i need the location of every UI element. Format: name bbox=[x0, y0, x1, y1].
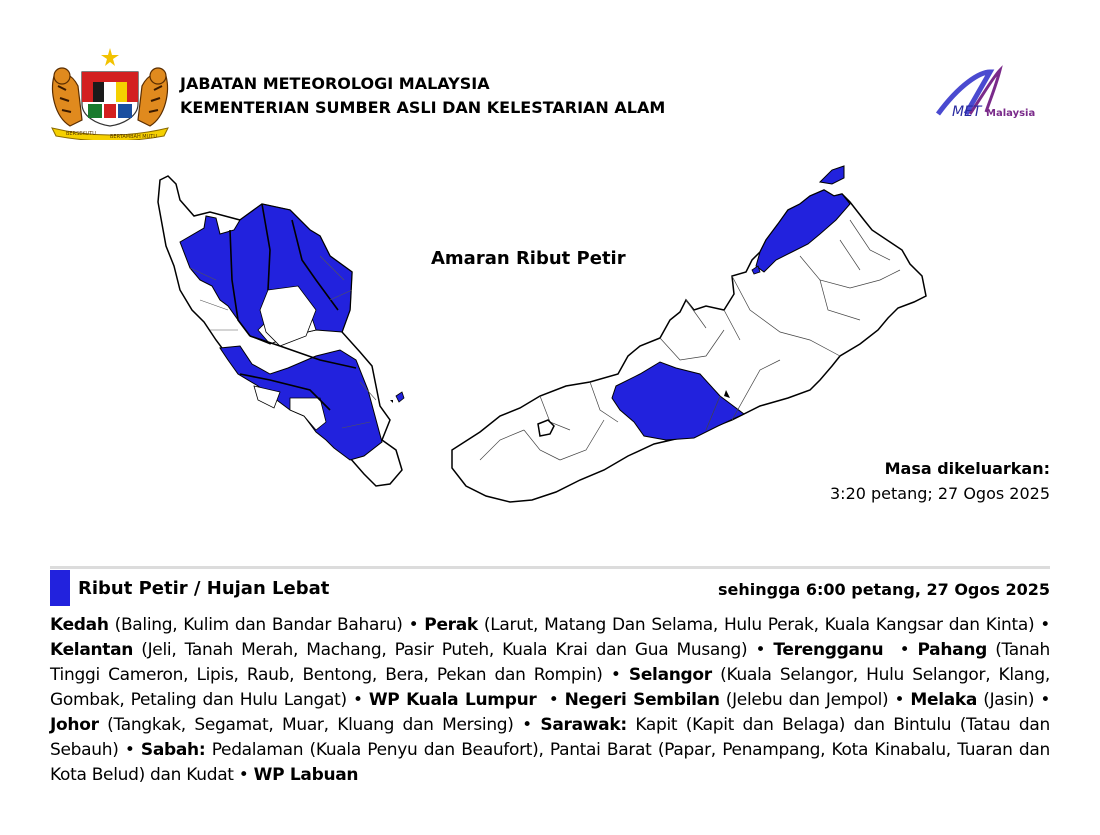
area-districts: (Tanah Tinggi Cameron, Lipis, Raub, Bentong, Bera, Pekan dan Rompin) bbox=[50, 640, 1050, 685]
bullet: • bbox=[610, 665, 621, 685]
area-state: Kelantan bbox=[50, 640, 134, 660]
bullet: • bbox=[522, 715, 532, 735]
bullet: • bbox=[894, 690, 905, 710]
map-title: Amaran Ribut Petir bbox=[431, 248, 626, 269]
area-state: Perak bbox=[424, 615, 478, 635]
metmalaysia-logo bbox=[930, 64, 1054, 124]
area-districts: Kapit (Kapit dan Belaga) dan Bintulu (Tatau dan Sebauh) bbox=[50, 715, 1050, 760]
bullet: • bbox=[408, 615, 419, 635]
bullet: • bbox=[1040, 615, 1050, 635]
area-state: WP Labuan bbox=[253, 765, 359, 785]
area-state: Johor bbox=[50, 715, 99, 735]
bullet: • bbox=[238, 765, 249, 785]
thunderstorm-warning-map bbox=[120, 160, 950, 520]
agency-name: JABATAN METEOROLOGI MALAYSIA bbox=[180, 74, 490, 93]
area-state: Negeri Sembilan bbox=[564, 690, 720, 710]
bullet: • bbox=[1040, 690, 1051, 710]
area-districts: (Jelebu dan Jempol) bbox=[725, 690, 889, 710]
svg-text:BERTAMBAH MUTU: BERTAMBAH MUTU bbox=[110, 134, 157, 140]
bullet: • bbox=[352, 690, 363, 710]
area-districts: (Jasin) bbox=[983, 690, 1035, 710]
ministry-name: KEMENTERIAN SUMBER ASLI DAN KELESTARIAN ALAM bbox=[180, 98, 666, 117]
warning-valid-until: sehingga 6:00 petang, 27 Ogos 2025 bbox=[717, 580, 1050, 599]
area-districts: (Larut, Matang Dan Selama, Hulu Perak, Kuala Kangsar dan Kinta) bbox=[483, 615, 1035, 635]
area-state: Sarawak: bbox=[540, 715, 627, 735]
area-state: Kedah bbox=[50, 615, 109, 635]
area-state: Terengganu bbox=[773, 640, 884, 660]
warning-color-indicator bbox=[50, 570, 70, 606]
area-state: Selangor bbox=[628, 665, 712, 685]
area-districts: (Kuala Selangor, Hulu Selangor, Klang, Gombak, Petaling dan Hulu Langat) bbox=[50, 665, 1050, 710]
area-districts: Pedalaman (Kuala Penyu dan Beaufort), Pantai Barat (Papar, Penampang, Kota Kinabalu, Tuaran dan Kota Belud) dan Kudat bbox=[50, 740, 1050, 785]
agency-header bbox=[180, 72, 665, 120]
section-divider bbox=[50, 566, 1050, 569]
area-state: Melaka bbox=[910, 690, 978, 710]
area-districts: (Baling, Kulim dan Bandar Baharu) bbox=[114, 615, 403, 635]
area-state: Pahang bbox=[917, 640, 988, 660]
bullet: • bbox=[755, 640, 766, 660]
logo-met-text: MET bbox=[952, 104, 982, 120]
malaysia-coat-of-arms bbox=[48, 46, 172, 140]
issued-time-block bbox=[830, 456, 1050, 506]
bullet: • bbox=[548, 690, 559, 710]
warning-type: Ribut Petir / Hujan Lebat bbox=[78, 578, 330, 599]
bullet: • bbox=[124, 740, 135, 760]
issued-time: 3:20 petang; 27 Ogos 2025 bbox=[830, 484, 1050, 503]
svg-text:BERSEKUTU: BERSEKUTU bbox=[66, 131, 96, 137]
area-state: WP Kuala Lumpur bbox=[368, 690, 537, 710]
affected-areas bbox=[50, 613, 1050, 788]
issued-label: Masa dikeluarkan: bbox=[884, 459, 1050, 478]
area-districts: (Tangkak, Segamat, Muar, Kluang dan Mersing) bbox=[107, 715, 514, 735]
area-districts: (Jeli, Tanah Merah, Machang, Pasir Puteh, Kuala Krai dan Gua Musang) bbox=[141, 640, 748, 660]
bullet: • bbox=[899, 640, 910, 660]
area-state: Sabah: bbox=[140, 740, 206, 760]
logo-malaysia-text: Malaysia bbox=[986, 108, 1036, 119]
